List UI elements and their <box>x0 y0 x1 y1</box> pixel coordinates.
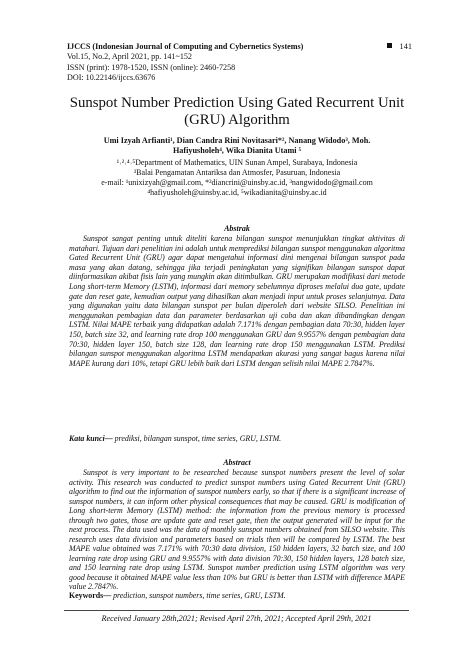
affiliation-line-1: ¹˒²˒⁴˒⁵Department of Mathematics, UIN Sunan Ampel, Surabaya, Indonesia <box>116 158 358 167</box>
doi-text: DOI: 10.22146/ijccs.63676 <box>67 73 156 83</box>
abstrak-body <box>69 234 405 368</box>
abstrak-heading: Abstrak <box>224 224 250 233</box>
authors-line-2: Hafiyusholeh⁴, Wika Dianita Utami ⁵ <box>172 146 302 156</box>
title-line-1: Sunspot Number Prediction Using Gated Recurrent Unit <box>69 95 405 111</box>
issn-info: ISSN (print): 1978-1520, ISSN (online): 2460-7258 <box>67 62 236 72</box>
authors-line-1: Umi Izyah Arfianti¹, Dian Candra Rini Novitasari*², Nanang Widodo³, Moh. <box>103 136 371 145</box>
submission-dates: Received January 28th,2021; Revised April 27th, 2021; Accepted April 29th, 2021 <box>101 614 372 623</box>
page-number: 141 <box>399 42 412 51</box>
kata-kunci-text: prediksi, bilangan sunspot, time series, GRU, LSTM. <box>112 434 282 443</box>
abstract-heading: Abstract <box>223 458 251 467</box>
abstract-body <box>69 468 405 592</box>
kata-kunci-label: Kata kunci— <box>69 434 113 443</box>
page-number-block <box>387 42 412 52</box>
affiliation-line-2: ³Balai Pengamatan Antariksa dan Atmosfer, Pasuruan, Indonesia <box>133 168 341 178</box>
keywords-text: prediction, sunspot numbers, time series, GRU, LSTM. <box>111 591 286 600</box>
paper-title <box>40 95 434 129</box>
square-bullet-icon <box>387 43 392 48</box>
kata-kunci <box>69 434 405 443</box>
email-line-1: e-mail: ¹unixizyah@gmail.com, *²diancrini@uinsby.ac.id, ³nangwidodo@gmail.com <box>101 178 373 188</box>
author-list <box>40 136 434 156</box>
keywords <box>69 591 405 600</box>
journal-header <box>67 42 412 84</box>
journal-name: IJCCS (Indonesian Journal of Computing and Cybernetics Systems) <box>67 42 304 51</box>
title-line-2: (GRU) Algorithm <box>184 112 290 128</box>
volume-info: Vol.15, No.2, April 2021, pp. 141~152 <box>67 52 192 62</box>
keywords-label: Keywords— <box>69 591 112 600</box>
abstract-paragraph: Sunspot is very important to be researched because sunspot numbers present the level of solar activity. This research was conducted to predict sunspot numbers using Gated Recurrent Unit (GRU) algorithm to find out the information of sunspot numbers early, so that if there is a significant increase of sunspot numbers, it can inform other physical consequences that may be caused. GRU is modification of Long short-term Memory (LSTM) method: the information from the previous memory is processed through two gates, those are update gate and reset gate, then the output generated will be input for the next process. The data used was the data of monthly sunspot numbers obtained from SILSO website. This research uses data division and parameters based on trials then will be compared by LSTM. The best MAPE value obtained was 7.171% with 70:30 data division, 150 hidden layers, 32 batch size, and 100 learning rate drop using GRU and 9.9557% with data division 70:30, 150 hidden layers, 128 batch size, and 150 learning rate drop using LSTM. Sunspot number prediction using LSTM algorithm was very good because it obtained MAPE value less than 10% but GRU is better than LSTM with difference MAPE value 2.7847%. <box>69 468 405 591</box>
affiliations <box>40 158 434 198</box>
abstrak-paragraph: Sunspot sangat penting untuk diteliti karena bilangan sunspot menunjukkan tingkat aktivitas di matahari. Tujuan dari penelitian ini adalah untuk memprediksi bilangan sunspot menggunakan algoritma Gated Recurrent Unit (GRU) agar dapat mengetahui informasi dini mengenai bilangan sunspot pada masa yang akan datang, sehingga jika terjadi peningkatan yang signifikan bilangan sunspot dapat diinformasikan akibat fisis lain yang mungkin akan ditimbulkan. GRU merupakan modifikasi dari metode Long short-term Memory (LSTM), informasi dari memory sebelumnya diproses melalui dua gate, update gate dan reset gate, kemudian output yang dihasilkan akan menjadi input untuk proses selanjutnya. Data yang digunakan yaitu data bilangan sunspot per bulan diperoleh dari website SILSO. Penelitian ini menggunakan pembagian data dan parameter berdasarkan uji coba dan akan dibandingkan dengan LSTM. Nilai MAPE terbaik yang didapatkan adalah 7.171% dengan pembagian data 70:30, hidden layer 150, batch size 32, and learning rate drop 100 menggunakan GRU dan 9.9557% dengan pembagian data 70:30, hidden layer 150, batch size 128, dan learning rate drop 150 menggunakan LSTM. Prediksi bilangan sunspot menggunakan algoritma LSTM mendapatkan akurasi yang sangat bagus karena nilai MAPE kurang dari 10%, tetapi GRU lebih baik dari LSTM dengan selisih nilai MAPE 2.7847%. <box>69 234 405 368</box>
footer-divider <box>64 610 409 611</box>
email-line-2: ⁴hafiyusholeh@uinsby.ac.id, ⁵wikadianita@uinsby.ac.id <box>147 188 327 198</box>
